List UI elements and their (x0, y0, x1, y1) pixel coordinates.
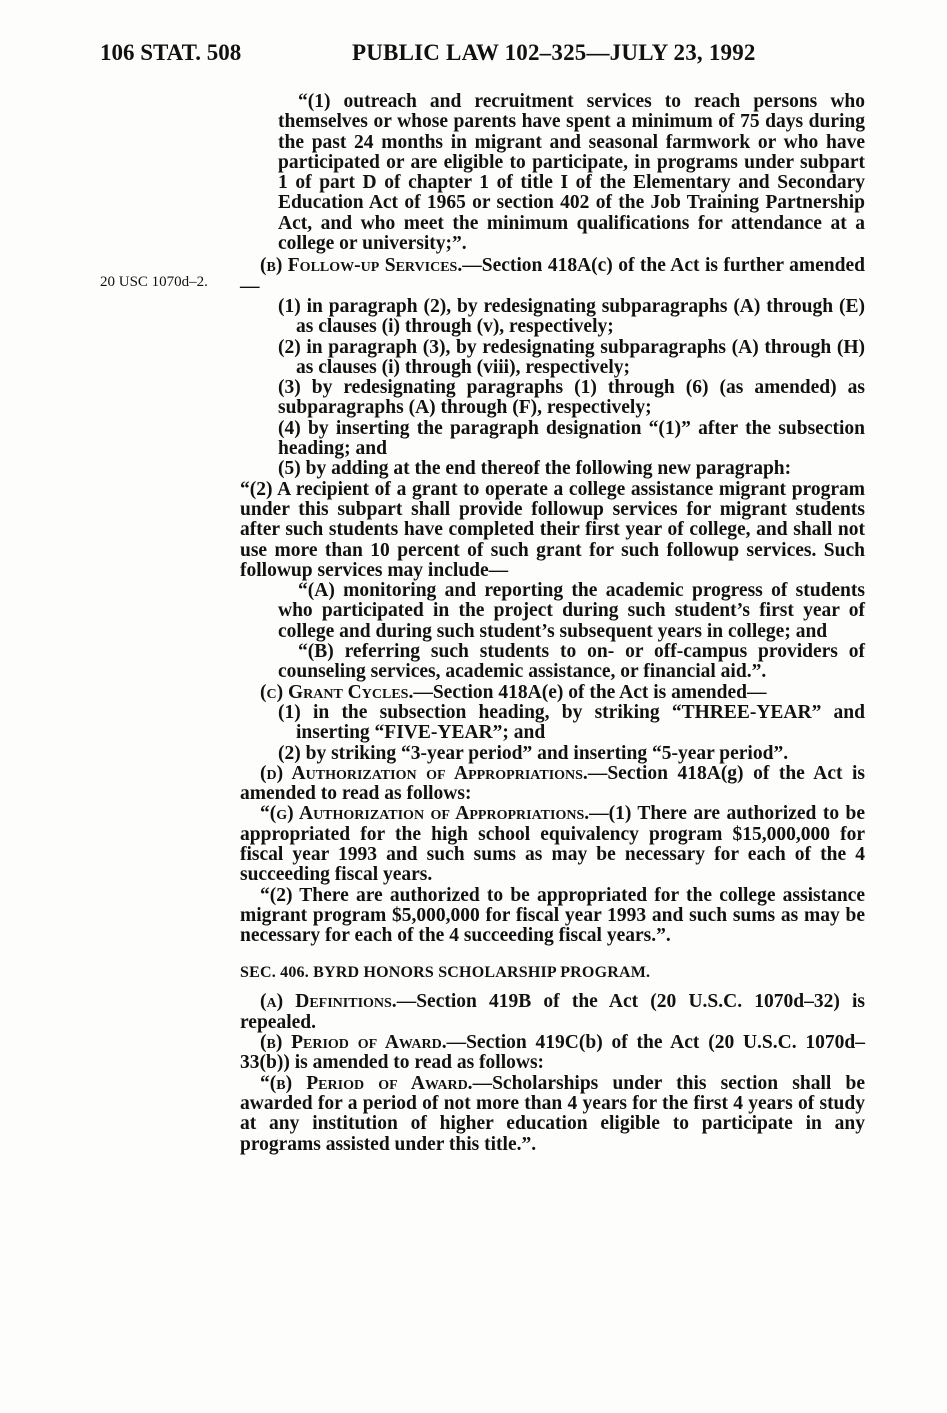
c-item-2: (2) by striking “3-year period” and inserting “5-year period”. (278, 742, 789, 764)
b-item-5: (5) by adding at the end thereof the following new paragraph: (278, 458, 792, 480)
sec406-a-text: —Section 419B of the Act (20 U.S.C. 1070d–32) is repealed. (240, 991, 865, 1033)
b-item-3: (3) by redesignating paragraphs (1) through (6) (as amended) as subparagraphs (A) through (F), respectively; (278, 377, 865, 419)
subsection-c (240, 683, 865, 703)
clause-b: “(B) referring such students to on- or off-campus providers of counseling services, academic assistance, or financial aid.”. (278, 641, 865, 683)
page-header (100, 40, 870, 80)
clause-a: “(A) monitoring and reporting the academic progress of students who participated in the project during such student’s first year of college and during such student’s subsequent years in college; and (278, 580, 865, 642)
subsection-c-text: —Section 418A(e) of the Act is amended— (413, 681, 767, 703)
subsection-g-2: “(2) There are authorized to be appropriated for the college assistance migrant program $5,000,000 for fiscal year 1993 and such sums as may be necessary for each of the 4 succeeding fiscal years.”. (240, 884, 865, 947)
subsection-c-heading: (c) Grant Cycles. (260, 681, 414, 703)
c-item-1: (1) in the subsection heading, by striking “THREE-YEAR” and inserting “FIVE-YEAR”; and (278, 701, 865, 744)
subsection-b-text: —Section 418A(c) of the Act is further amended— (240, 255, 865, 297)
subsection-d-heading: (d) Authorization of Appropriations. (260, 762, 588, 784)
sec406-quoted-b-heading: “(b) Period of Award. (260, 1072, 473, 1094)
sec406-quoted-b-text: —Scholarships under this section shall be awarded for a period of not more than 4 years for the first 4 years of study at any institution of higher education eligible to participate in any programs assisted under this title.”. (240, 1072, 865, 1155)
subsection-b-heading: (b) Follow-up Services. (260, 255, 463, 277)
subsection-g (240, 804, 865, 885)
subsection-d (240, 764, 865, 805)
b-item-2: (2) in paragraph (3), by redesignating subparagraphs (A) through (H) as clauses (i) through (viii), respectively; (278, 336, 865, 378)
usc-margin-note: 20 USC 1070d–2. (100, 274, 208, 290)
sec406-b (240, 1033, 865, 1074)
sec406-a (240, 992, 865, 1033)
subsection-d-text: —Section 418A(g) of the Act is amended to read as follows: (240, 762, 866, 805)
b-item-1: (1) in paragraph (2), by redesignating subparagraphs (A) through (E) as clauses (i) through (v), respectively; (278, 295, 865, 338)
b-item-4: (4) by inserting the paragraph designation “(1)” after the subsection heading; and (278, 417, 865, 460)
public-law-title: PUBLIC LAW 102–325—JULY 23, 1992 (352, 40, 756, 65)
sec406-a-heading: (a) Definitions. (260, 991, 397, 1013)
subsection-g-heading: “(g) Authorization of Appropriations. (260, 803, 590, 825)
document-body (240, 92, 865, 1155)
new-paragraph-2: “(2) A recipient of a grant to operate a college assistance migrant program under this subpart shall provide followup services for migrant students after such students have completed their first year of college, and shall not use more than 10 percent of such grant for such followup services. Such followup services may include— (240, 478, 865, 581)
b-item-3-wrap (278, 378, 865, 419)
section-406-heading: SEC. 406. BYRD HONORS SCHOLARSHIP PROGRAM. (240, 964, 651, 982)
stat-page-number: 106 STAT. 508 (100, 40, 242, 65)
sec406-b-heading: (b) Period of Award. (260, 1032, 447, 1054)
subsection-b (240, 256, 865, 297)
outreach-paragraph: “(1) outreach and recruitment services to reach persons who themselves or whose parents have spent a minimum of 75 days during the past 24 months in migrant and seasonal farmwork or who have participated or are eligible to participate, in programs under subpart 1 of part D of chapter 1 of title I of the Elementary and Secondary Education Act of 1965 or section 402 of the Job Training Partnership Act, and who meet the minimum qualifications for attendance at a college or university;”. (278, 91, 865, 255)
sec406-b-text: —Section 419C(b) of the Act (20 U.S.C. 1070d–33(b)) is amended to read as follows: (240, 1032, 865, 1074)
sec406-quoted-b (240, 1074, 865, 1155)
subsection-g-text: —(1) There are authorized to be appropriated for the high school equivalency program $15,000,000 for fiscal year 1993 and such sums as may be necessary for each of the 4 succeeding fiscal years. (240, 803, 865, 886)
